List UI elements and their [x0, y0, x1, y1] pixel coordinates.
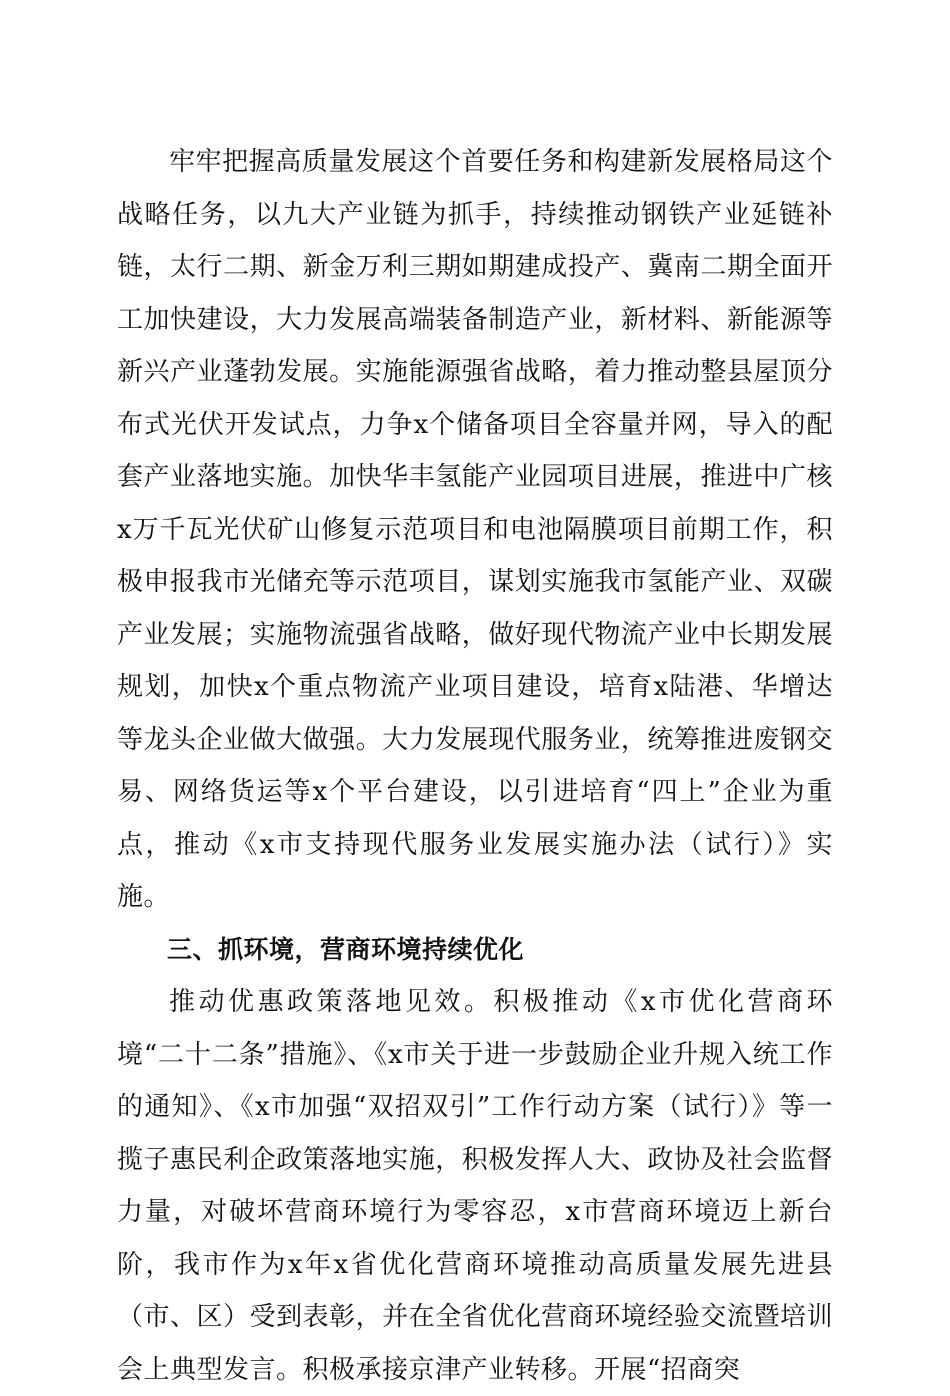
document-body	[117, 136, 833, 1396]
body-paragraph: 推动优惠政策落地见效。积极推动《x市优化营商环境“二十二条”措施》、《x市关于进一步鼓励企业升规入统工作的通知》、《x市加强“双招双引”工作行动方案（试行）》等一揽子惠民利企政策落地实施，积极发挥人大、政协及社会监督力量，对破坏营商环境行为零容忍，x市营商环境迈上新台阶，我市作为x年x省优化营商环境推动高质量发展先进县（市、区）受到表彰，并在全省优化营商环境经验交流暨培训会上典型发言。积极承接京津产业转移。开展“招商突	[117, 987, 833, 1385]
body-paragraph: 牢牢把握高质量发展这个首要任务和构建新发展格局这个战略任务，以九大产业链为抓手，持续推动钢铁产业延链补链，太行二期、新金万利三期如期建成投产、冀南二期全面开工加快建设，大力发展高端装备制造产业，新材料、新能源等新兴产业蓬勃发展。实施能源强省战略，着力推动整县屋顶分布式光伏开发试点，力争x个储备项目全容量并网，导入的配套产业落地实施。加快华丰氢能产业园项目进展，推进中广核x万千瓦光伏矿山修复示范项目和电池隔膜项目前期工作，积极申报我市光储充等示范项目，谋划实施我市氢能产业、双碳产业发展；实施物流强省战略，做好现代物流产业中长期发展规划，加快x个重点物流产业项目建设，培育x陆港、华增达等龙头企业做大做强。大力发展现代服务业，统筹推进废钢交易、网络货运等x个平台建设，以引进培育“四上”企业为重点，推动《x市支持现代服务业发展实施办法（试行）》实施。	[117, 147, 833, 912]
section-heading: 三、抓环境，营商环境持续优化	[167, 934, 525, 964]
